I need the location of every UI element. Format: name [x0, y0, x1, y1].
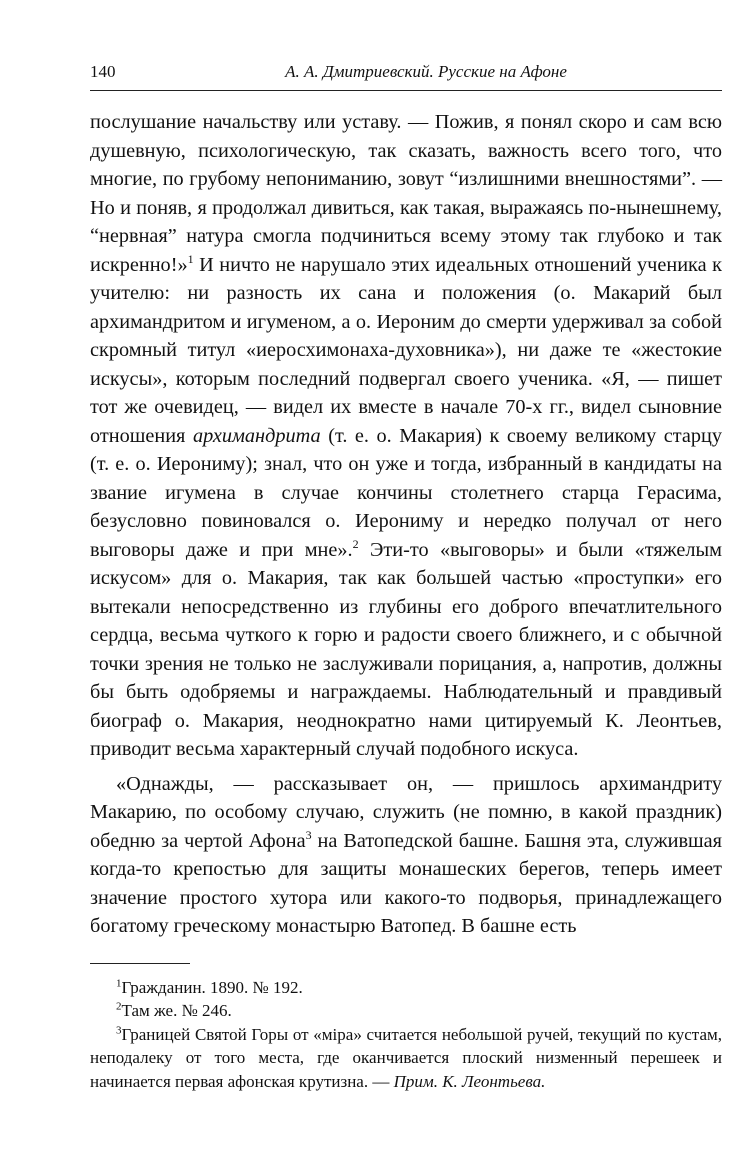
footnote-2-number: 2: [116, 1000, 122, 1013]
paragraph-1-part-d: Эти-то «выговоры» и были «тяжелым искусом» для о. Макария, так как большей частью «проступки» его вытекали непосредственно из глубины его доброго впечатлительного сердца, весьма чуткого к горю и радости своего ближнего, и с обычной точки зрения не только не заслуживали порицания, а, напротив, должны бы быть одобряемы и награждаемы. Наблюдательный и правдивый биограф о. Макария, неоднократно нами цитируемый К. Леонтьев, приводит весьма характерный случай подобного искуса.: [90, 538, 723, 760]
header-rule: [90, 90, 722, 91]
main-text: [90, 108, 722, 941]
footnote-3-number: 3: [116, 1023, 122, 1036]
page-header: [90, 60, 722, 88]
book-page: [90, 60, 722, 1093]
paragraph-1-part-c: (т. е. о. Макария) к своему великому старцу (т. е. о. Иерониму); знал, что он уже и тогда, избранный в кандидаты на звание игумена в случае кончины столетнего старца Герасима, безусловно повиновался о. Иерониму и нередко получал от него выговоры даже и при мне».: [90, 424, 722, 561]
footnote-3-text: Границей Святой Горы от «міра» считается небольшой ручей, текущий по кустам, неподалеку от того места, где оканчивается плоский низменный перешеек и начинается первая афонская крутизна. —: [90, 1024, 722, 1091]
paragraph-2: [90, 770, 722, 941]
footnote-ref-1[interactable]: 1: [187, 251, 194, 266]
footnote-ref-2[interactable]: 2: [352, 536, 359, 551]
paragraph-1: [90, 108, 722, 764]
paragraph-2-part-b: на Ватопедской башне. Башня эта, служившая когда-то крепостью для защиты монашеских берегов, теперь имеет значение простого хутора или какого-то подворья, принадлежащего богатому греческому монастырю Ватопед. В башне есть: [90, 829, 722, 937]
footnote-3-italic: Прим. К. Леонтьева.: [393, 1071, 546, 1091]
running-title: А. А. Дмитриевский. Русские на Афоне: [285, 62, 567, 81]
paragraph-1-part-b: И ничто не нарушало этих идеальных отношений ученика к учителю: ни разность их сана и положения (о. Макарий был архимандритом и игуменом, а о. Иероним до смерти удерживал за собой скромный титул «иеросхимонаха-духовника»), ни даже те «жестокие искусы», которым последний подвергал своего ученика. «Я, — пишет тот же очевидец, — видел их вместе в начале 70-х гг., видел сыновние отношения: [90, 253, 722, 447]
footnote-3: [90, 1023, 722, 1094]
footnote-1-number: 1: [116, 976, 122, 989]
footnotes: [90, 976, 722, 1094]
footnote-ref-3[interactable]: 3: [305, 827, 312, 842]
footnote-2-text: Там же. № 246.: [121, 1001, 232, 1020]
footnote-1-text: Гражданин. 1890. № 192.: [121, 977, 303, 997]
paragraph-1-part-a: послушание начальству или уставу. — Пожив, я понял скоро и сам всю душевную, психологическую, так сказать, важность всего того, что многие, по грубому непониманию, зовут “излишними внешностями”. — Но и поняв, я продолжал дивиться, как такая, выражаясь по-нынешнему, “нервная” натура смогла подчиниться всему этому так глубоко и так искренно!»: [90, 111, 722, 276]
paragraph-2-part-a: «Однажды, — рассказывает он, — пришлось архимандриту Макарию, по особому случаю, служить (не помню, в какой праздник) обедню за чертой Афона: [90, 772, 722, 852]
paragraph-1-italic: архимандрита: [192, 424, 321, 447]
footnote-2: [90, 999, 722, 1023]
footnote-1: [90, 976, 722, 1000]
footnote-rule: [90, 963, 190, 964]
page-number: 140: [90, 62, 116, 81]
